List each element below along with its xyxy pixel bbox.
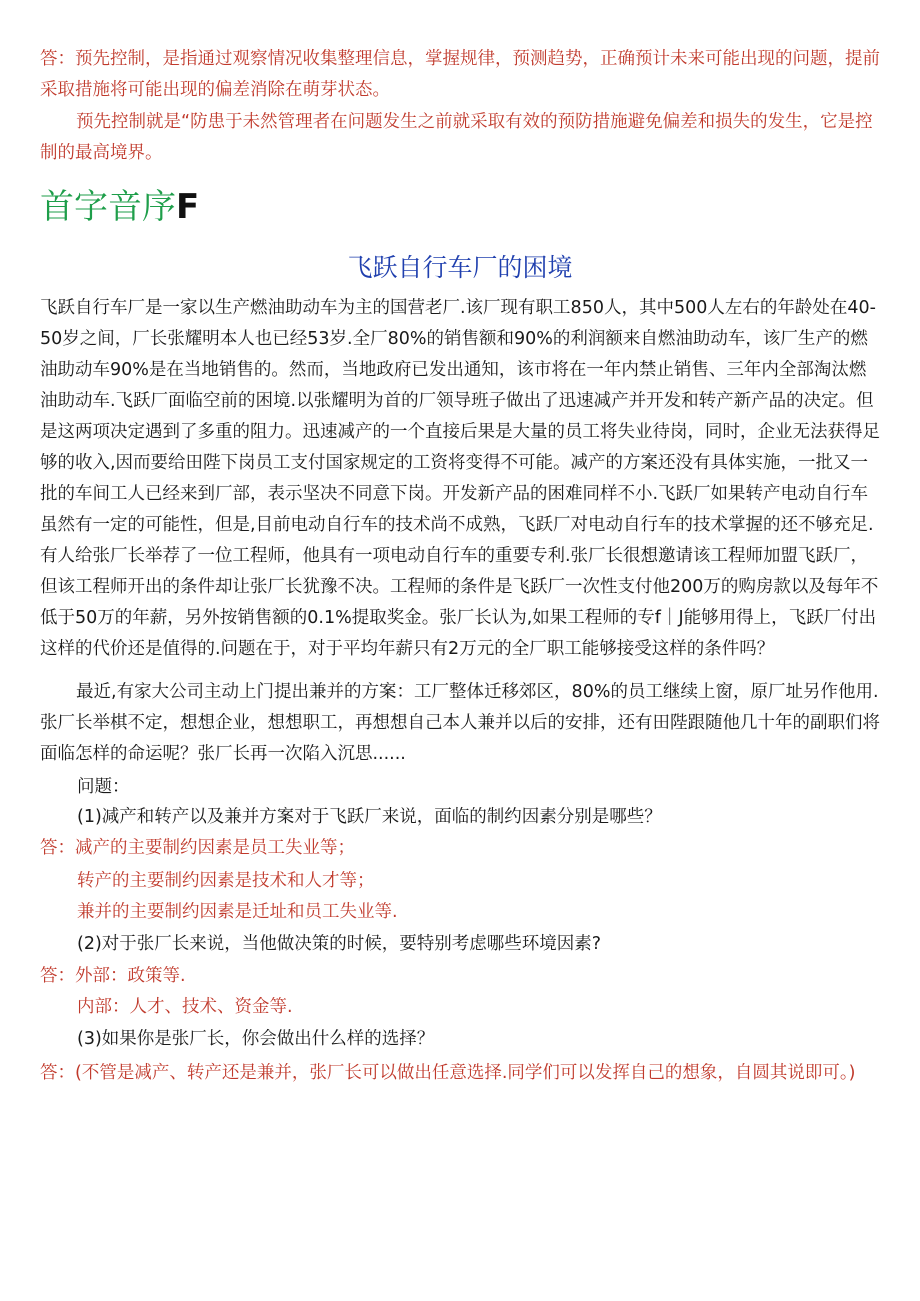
case-paragraph-2: 最近,有家大公司主动上门提出兼并的方案：工厂整体迁移郊区，80%的员工继续上窗，原厂址另作他用.张厂长举棋不定，想想企业，想想职工，再想想自己本人兼并以后的安排，还有田陛跟随他几十年的副职们将面临怎样的命运呢？张厂长再一次陷入沉思...... xyxy=(40,682,880,764)
questions-heading: 问题： xyxy=(77,777,130,797)
question-2-answer-2: 内部：人才、技术、资金等. xyxy=(77,997,293,1017)
question-1: (1)减产和转产以及兼并方案对于飞跃厂来说，面临的制约因素分别是哪些？ xyxy=(77,807,662,827)
section-letter: F xyxy=(176,187,200,227)
question-1-answer-2: 转产的主要制约因素是技术和人才等； xyxy=(77,871,375,891)
case-paragraph-1: 飞跃自行车厂是一家以生产燃油助动车为主的国营老厂.该厂现有职工850人，其中500人左右的年龄处在40-50岁之间，厂长张耀明本人也已经53岁.全厂80%的销售额和90%的利润额来自燃油助动车，该厂生产的燃油助动车90%是在当地销售的。然而，当地政府已发出通知，该市将在一年内禁止销售、三年内全部淘汰燃油助动车.飞跃厂面临空前的困境.以张耀明为首的厂领导班子做出了迅速减产并开发和转产新产品的决定。但是这两项决定遇到了多重的阻力。迅速减产的一个直接后果是大量的员工将失业待岗，同时，企业无法获得足够的收入,因而要给田陛下岗员工支付国家规定的工资将变得不可能。减产的方案还没有具体实施，一批又一批的车间工人已经来到厂部，表示坚决不同意下岗。开发新产品的困难同样不小.飞跃厂如果转产电动自行车虽然有一定的可能性，但是,目前电动自行车的技术尚不成熟，飞跃厂对电动自行车的技术掌握的还不够充足.有人给张厂长举荐了一位工程师，他具有一项电动自行车的重要专利.张厂长很想邀请该工程师加盟飞跃厂，但该工程师开出的条件却让张厂长犹豫不决。工程师的条件是飞跃厂一次性支付他200万的购房款以及每年不低于50万的年薪，另外按销售额的0.1%提取奖金。张厂长认为,如果工程师的专f｜J能够用得上，飞跃厂付出这样的代价还是值得的.问题在于，对于平均年薪只有2万元的全厂职工能够接受这样的条件吗？ xyxy=(40,298,880,659)
section-heading xyxy=(40,184,199,230)
question-3-answer: 答：(不管是减产、转产还是兼并，张厂长可以做出任意选择.同学们可以发挥自己的想象，自圆其说即可。) xyxy=(40,1063,856,1083)
answer-preventive-control-definition: 预先控制就是“防患于未然管理者在问题发生之前就采取有效的预防措施避免偏差和损失的发生，它是控制的最高境界。 xyxy=(40,112,873,163)
question-2: (2)对于张厂长来说，当他做决策的时候，要特别考虑哪些环境因素? xyxy=(77,934,602,954)
case-title: 飞跃自行车厂的困境 xyxy=(347,253,573,282)
section-label: 首字音序 xyxy=(40,187,176,227)
question-2-answer-1: 答：外部：政策等. xyxy=(40,966,186,986)
question-1-answer-1: 答：减产的主要制约因素是员工失业等； xyxy=(40,838,355,858)
answer-preventive-control: 答：预先控制，是指通过观察情况收集整理信息，掌握规律，预测趋势，正确预计未来可能出现的问题，提前采取措施将可能出现的偏差消除在萌芽状态。 xyxy=(40,49,880,100)
question-3: (3)如果你是张厂长，你会做出什么样的选择？ xyxy=(77,1029,435,1049)
question-1-answer-3: 兼并的主要制约因素是迁址和员工失业等. xyxy=(77,902,398,922)
